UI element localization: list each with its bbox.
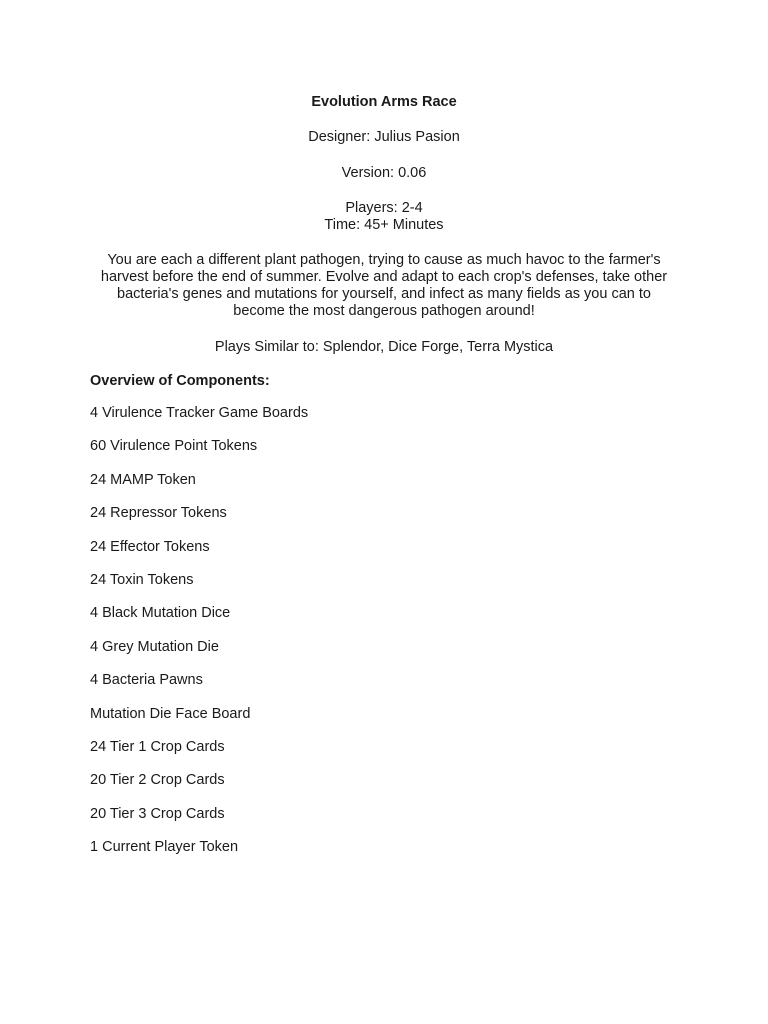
component-item: 4 Grey Mutation Die — [90, 638, 219, 655]
component-item: 24 Effector Tokens — [90, 538, 210, 555]
component-item: 60 Virulence Point Tokens — [90, 438, 258, 455]
designer-line: Designer: Julius Pasion — [308, 129, 460, 145]
component-item: 24 MAMP Token — [90, 471, 196, 488]
components-heading: Overview of Components: — [90, 373, 270, 389]
component-item: Mutation Die Face Board — [90, 705, 251, 722]
component-item: 24 Repressor Tokens — [90, 505, 227, 522]
component-item: 24 Toxin Tokens — [90, 571, 194, 588]
document-title: Evolution Arms Race — [311, 94, 457, 110]
component-item: 20 Tier 3 Crop Cards — [90, 805, 225, 822]
plays-similar-line: Plays Similar to: Splendor, Dice Forge, Terra Mystica — [214, 339, 554, 355]
component-item: 4 Black Mutation Dice — [90, 605, 231, 622]
component-item: 24 Tier 1 Crop Cards — [90, 738, 225, 755]
component-item: 20 Tier 2 Crop Cards — [90, 772, 225, 789]
components-list — [90, 405, 308, 872]
version-line: Version: 0.06 — [341, 165, 427, 181]
time-line: Time: 45+ Minutes — [324, 217, 444, 233]
intro-paragraph: You are each a different plant pathogen, trying to cause as much havoc to the farmer's harvest before the end of summer. Evolve and adapt to each crop's defenses, take other bacteria's genes and mutations for yourself, and infect as many fields as you can to become the most dangerous pathogen around! — [100, 252, 668, 319]
component-item: 4 Virulence Tracker Game Boards — [90, 405, 309, 421]
players-line: Players: 2-4 — [345, 200, 423, 216]
component-item: 1 Current Player Token — [90, 839, 239, 856]
players-time-block — [90, 200, 678, 234]
component-item: 4 Bacteria Pawns — [90, 672, 203, 689]
